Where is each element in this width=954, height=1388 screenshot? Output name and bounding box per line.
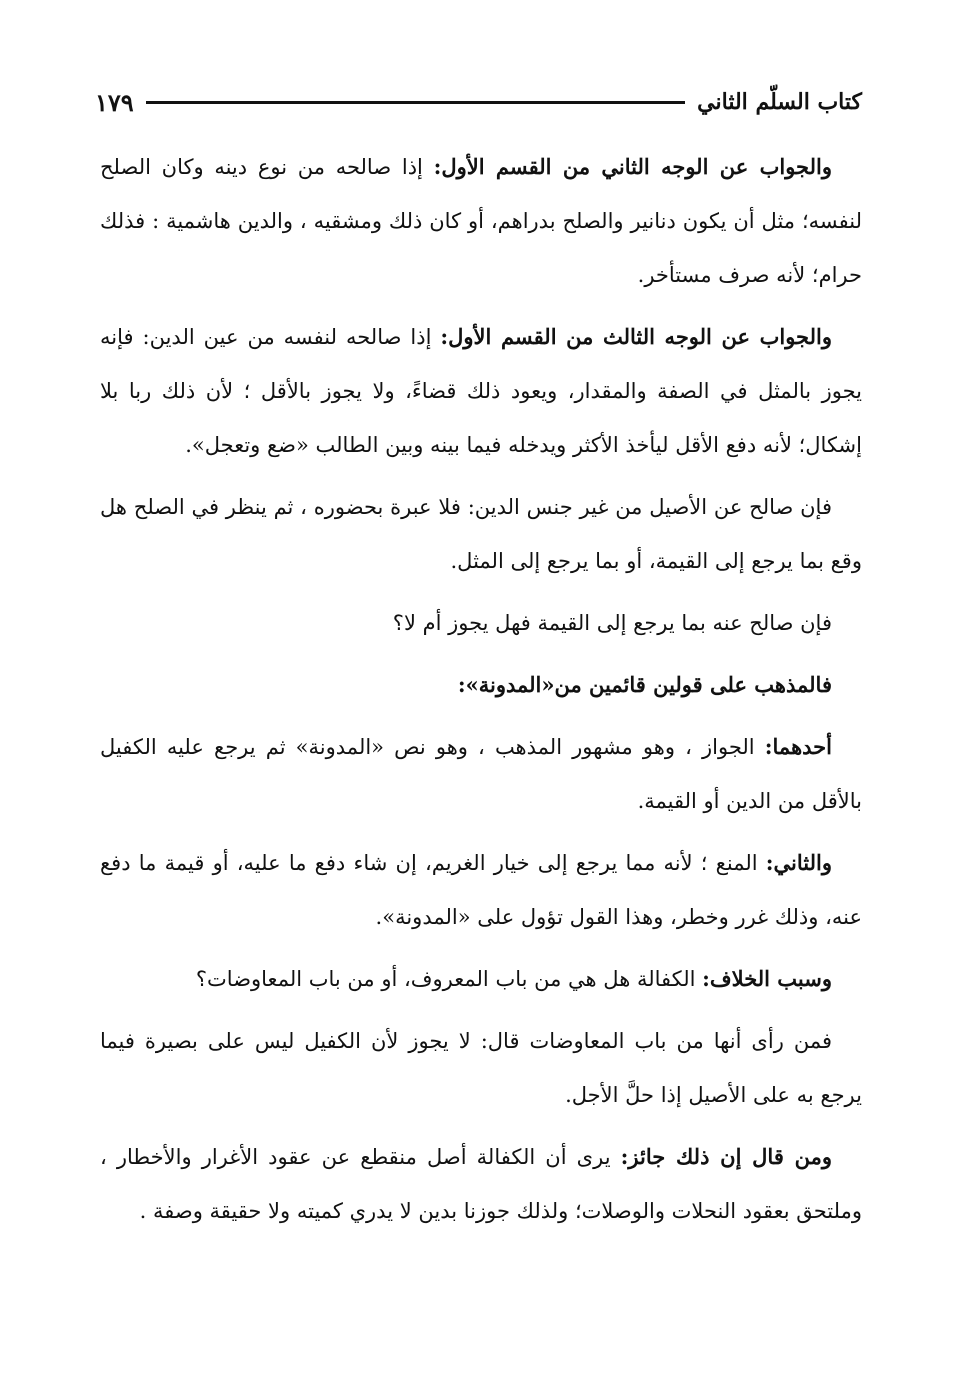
paragraph-question (100, 596, 862, 650)
paragraph-text: يرى أن الكفالة أصل منقطع عن عقود الأغرار والأخطار ، وملتحق بعقود النحلات والوصلات؛ ولذلك جوزنا بدين لا يدري كميته ولا حقيقة وصفة . (100, 1145, 862, 1223)
paragraph-text: إذا صالحه لنفسه من عين الدين: فإنه يجوز بالمثل في الصفة والمقدار، ويعود ذلك قضاءً، ولا يجوز بالأقل ؛ لأن ذلك ربا بلا إشكال؛ لأنه دفع الأقل ليأخذ الأكثر ويدخله فيما بينه وبين الطالب «ضع وتعجل». (100, 325, 862, 457)
page-number: ١٧٩ (95, 87, 134, 117)
paragraph-exchange-view (100, 1014, 862, 1122)
paragraph-third-aspect (100, 310, 862, 472)
paragraph-lead: وسبب الخلاف: (702, 966, 832, 991)
running-header (95, 82, 862, 122)
paragraph-lead: ومن قال إن ذلك جائز: (620, 1144, 832, 1169)
paragraph-text: الجواز ، وهو مشهور المذهب ، وهو نص «المدونة» ثم يرجع عليه الكفيل بالأقل من الدين أو القيمة. (100, 735, 862, 813)
paragraph-lead: أحدهما: (764, 734, 832, 759)
paragraph-permissible-view (100, 1130, 862, 1238)
paragraph-lead: فالمذهب على قولين قائمين من«المدونة»: (457, 672, 832, 697)
paragraph-cause-of-disagreement (100, 952, 862, 1006)
paragraph-different-kind (100, 480, 862, 588)
paragraph-second-aspect (100, 140, 862, 302)
paragraph-text: فمن رأى أنها من باب المعاوضات قال: لا يجوز لأن الكفيل ليس على بصيرة فيما يرجع به على الأصيل إذا حلَّ الأجل. (100, 1029, 862, 1107)
page-body (100, 140, 862, 1246)
paragraph-text: الكفالة هل هي من باب المعروف، أو من باب المعاوضات؟ (195, 967, 703, 991)
header-rule (146, 101, 686, 104)
paragraph-lead: والجواب عن الوجه الثالث من القسم الأول: (440, 324, 832, 349)
paragraph-second-opinion (100, 836, 862, 944)
paragraph-text: فإن صالح عنه بما يرجع إلى القيمة فهل يجوز أم لا؟ (392, 611, 832, 635)
paragraph-text: المنع ؛ لأنه مما يرجع إلى خيار الغريم، إن شاء دفع ما عليه، أو قيمة ما دفع عنه، وذلك غرر وخطر، وهذا القول تؤول على «المدونة». (100, 851, 862, 929)
paragraph-lead: والثاني: (765, 850, 832, 875)
book-title: كتاب السلّم الثاني (697, 89, 862, 115)
school-two-opinions-heading (100, 658, 862, 712)
paragraph-text: فإن صالح عن الأصيل من غير جنس الدين: فلا عبرة بحضوره ، ثم ينظر في الصلح هل وقع بما يرجع إلى القيمة، أو بما يرجع إلى المثل. (100, 495, 862, 573)
paragraph-text: إذا صالحه من نوع دينه وكان الصلح لنفسه؛ مثل أن يكون دنانير والصلح بدراهم، أو كان ذلك ومشقيه ، والدين هاشمية : فذلك حرام؛ لأنه صرف مستأخر. (100, 155, 862, 287)
paragraph-first-opinion (100, 720, 862, 828)
paragraph-lead: والجواب عن الوجه الثاني من القسم الأول: (433, 154, 832, 179)
